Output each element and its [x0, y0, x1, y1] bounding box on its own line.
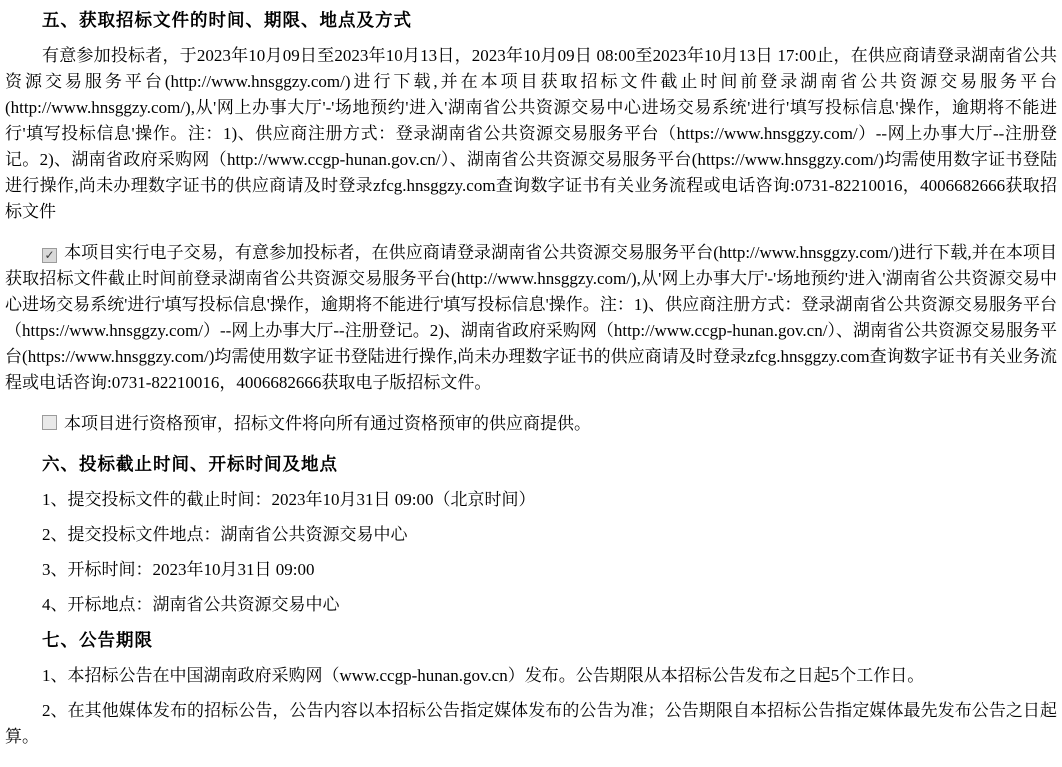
prequalification-paragraph	[5, 411, 1057, 437]
tender-notice-document	[5, 8, 1057, 750]
section7-heading: 七、公告期限	[42, 630, 153, 650]
announcement-publish-item: 1、本招标公告在中国湖南政府采购网（www.ccgp-hunan.gov.cn）发布。公告期限从本招标公告发布之日起5个工作日。	[42, 666, 925, 685]
prequalification-text: 本项目进行资格预审，招标文件将向所有通过资格预审的供应商提供。	[64, 414, 591, 433]
bid-submit-place-item: 2、提交投标文件地点：湖南省公共资源交易中心	[42, 525, 408, 544]
electronic-trading-checkbox[interactable]	[42, 248, 57, 263]
bid-opening-time-item: 3、开标时间：2023年10月31日 09:00	[42, 560, 315, 579]
prequalification-checkbox[interactable]	[42, 415, 57, 430]
bid-deadline-item: 1、提交投标文件的截止时间：2023年10月31日 09:00（北京时间）	[42, 490, 536, 509]
electronic-trading-paragraph	[5, 240, 1057, 396]
announcement-othermedia-item: 2、在其他媒体发布的招标公告，公告内容以本招标公告指定媒体发布的公告为准；公告期限自本招标公告指定媒体最先发布公告之日起算。	[5, 701, 1057, 746]
section5-heading: 五、获取招标文件的时间、期限、地点及方式	[42, 10, 412, 30]
electronic-trading-text: 本项目实行电子交易，有意参加投标者，在供应商请登录湖南省公共资源交易服务平台(http://www.hnsggzy.com/)进行下载,并在本项目获取招标文件截止时间前登录湖南省公共资源交易服务平台(http://www.hnsggzy.com/),从'网上办事大厅'-'场地预约'进入'湖南省公共资源交易中心进场交易系统'进行'填写投标信息'操作，逾期将不能进行'填写投标信息'操作。注：1)、供应商注册方式：登录湖南省公共资源交易服务平台（https://www.hnsggzy.com/）--网上办事大厅--注册登记。2)、湖南省政府采购网（http://www.ccgp-hunan.gov.cn/）、湖南省公共资源交易服务平台(https://www.hnsggzy.com/)均需使用数字证书登陆进行操作,尚未办理数字证书的供应商请及时登录zfcg.hnsggzy.com查询数字证书有关业务流程或电话咨询:0731-82210016，4006682666获取电子版招标文件。	[5, 243, 1057, 392]
section5-obtain-documents-paragraph: 有意参加投标者，于2023年10月09日至2023年10月13日，2023年10月09日 08:00至2023年10月13日 17:00止，在供应商请登录湖南省公共资源交易服务平台(http://www.hnsggzy.com/)进行下载,并在本项目获取招标文件截止时间前登录湖南省公共资源交易服务平台(http://www.hnsggzy.com/),从'网上办事大厅'-'场地预约'进入'湖南省公共资源交易中心进场交易系统'进行'填写投标信息'操作，逾期将不能进行'填写投标信息'操作。注：1)、供应商注册方式：登录湖南省公共资源交易服务平台（https://www.hnsggzy.com/）--网上办事大厅--注册登记。2)、湖南省政府采购网（http://www.ccgp-hunan.gov.cn/）、湖南省公共资源交易服务平台(https://www.hnsggzy.com/)均需使用数字证书登陆进行操作,尚未办理数字证书的供应商请及时登录zfcg.hnsggzy.com查询数字证书有关业务流程或电话咨询:0731-82210016，4006682666获取招标文件	[5, 46, 1057, 221]
checkmark-icon: ✓	[44, 248, 55, 262]
bid-opening-place-item: 4、开标地点：湖南省公共资源交易中心	[42, 595, 340, 614]
section6-heading: 六、投标截止时间、开标时间及地点	[42, 454, 338, 474]
